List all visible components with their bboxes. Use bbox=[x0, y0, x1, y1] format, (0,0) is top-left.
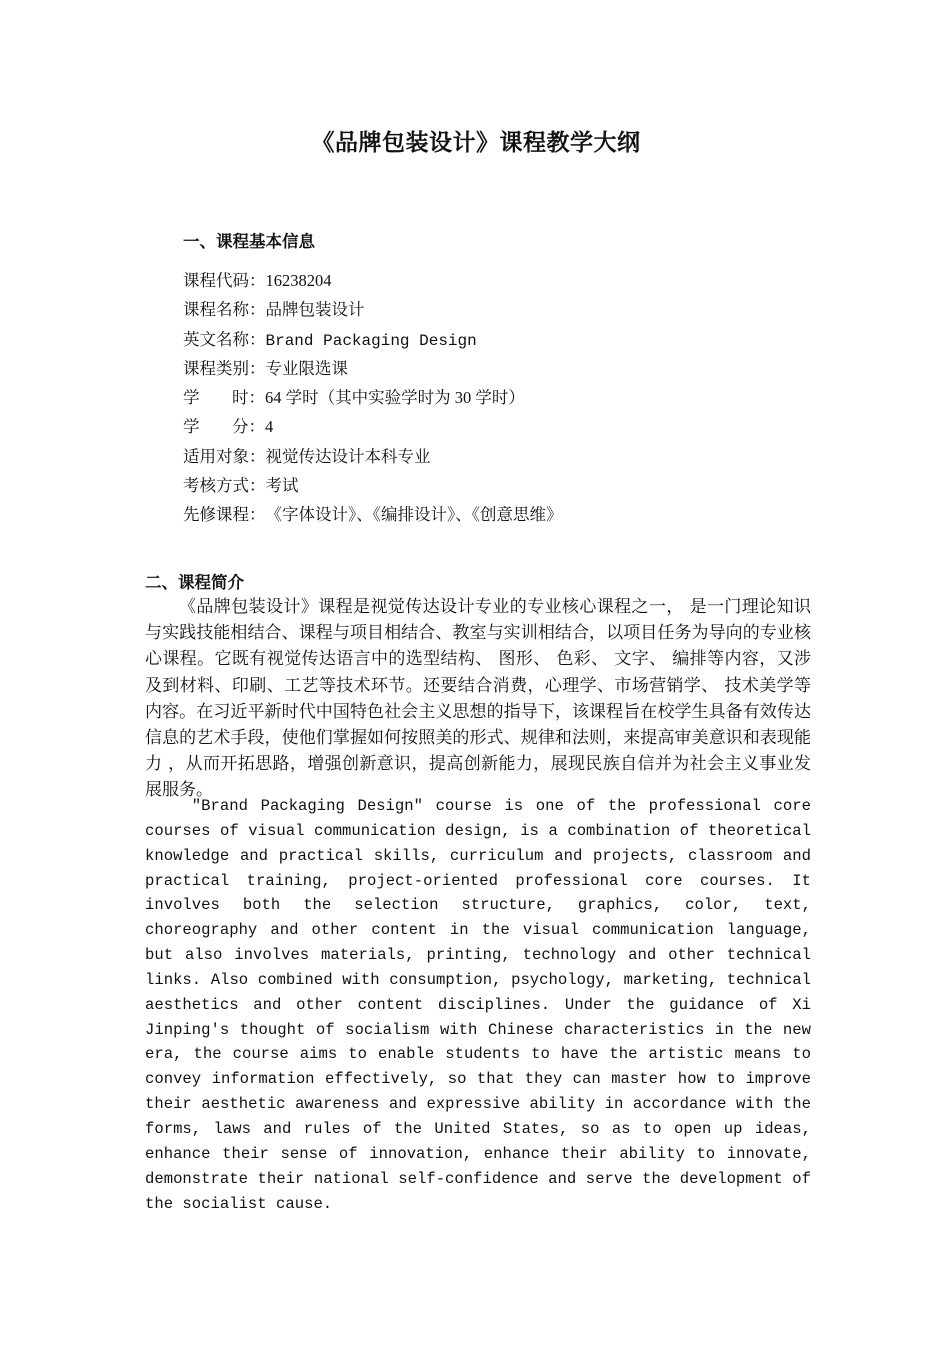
info-value: 视觉传达设计本科专业 bbox=[265, 446, 431, 466]
course-info-list bbox=[183, 266, 823, 530]
info-label: 考核方式： bbox=[183, 476, 266, 496]
info-value: 4 bbox=[265, 417, 274, 437]
info-value: 专业限选课 bbox=[265, 358, 348, 378]
info-label: 课程代码： bbox=[183, 271, 266, 290]
info-row-assessment bbox=[183, 471, 823, 500]
info-label: 先修课程： bbox=[183, 505, 266, 525]
section-heading-introduction: 二、课程简介 bbox=[145, 573, 244, 592]
info-row-course-code bbox=[183, 266, 823, 295]
info-value: Brand Packaging Design bbox=[265, 331, 477, 350]
info-value: 考试 bbox=[265, 476, 299, 496]
info-label bbox=[183, 412, 265, 441]
intro-paragraph-chinese: 《品牌包装设计》课程是视觉传达设计专业的专业核心课程之一， 是一门理论知识与实践技能相结合、课程与项目相结合、教室与实训相结合，以项目任务为导向的专业核心课程。它既有视觉传达语言中的选型结构、 图形、 色彩、 文字、 编排等内容，又涉及到材料、印刷、工艺等技术环节。还要结合消费，心理学、市场营销学、 技术美学等内容。在习近平新时代中国特色社会主义思想的指导下，该课程旨在校学生具备有效传达信息的艺术手段，使他们掌握如何按照美的形式、规律和法则，来提高审美意识和表现能力 ，从而开拓思路，增强创新意识，提高创新能力，展现民族自信并为社会主义事业发展服务。 bbox=[145, 597, 811, 801]
info-row-course-category bbox=[183, 354, 823, 383]
info-row-hours bbox=[183, 383, 823, 412]
info-row-prerequisites bbox=[183, 500, 823, 529]
intro-paragraph-english: "Brand Packaging Design" course is one of the professional core courses of visual communication design, is a combination of theoretical knowledge and practical skills, curriculum and projects, classroom and practical training, project-oriented professional core courses. It involves both the selection structure, graphics, color, text, choreography and other content in the visual communication language, but also involves materials, printing, technology and other technical links. Also combined with consumption, psychology, marketing, technical aesthetics and other content disciplines. Under the guidance of Xi Jinping's thought of socialism with Chinese characteristics in the new era, the course aims to enable students to have the artistic means to convey information effectively, so that they can master how to improve their aesthetic awareness and expressive ability in accordance with the forms, laws and rules of the United States, so as to open up ideas, enhance their sense of innovation, enhance their ability to innovate, demonstrate their national self-confidence and serve the development of the socialist cause. bbox=[145, 797, 811, 1213]
info-value: 64 学时（其中实验学时为 30 学时） bbox=[265, 388, 525, 408]
info-row-audience bbox=[183, 442, 823, 471]
info-value: 《字体设计》、《编排设计》、《创意思维》 bbox=[265, 505, 563, 525]
info-label: 适用对象： bbox=[183, 446, 266, 466]
info-label bbox=[183, 383, 265, 412]
info-label: 课程类别： bbox=[183, 358, 266, 378]
section-heading-basic-info: 一、课程基本信息 bbox=[183, 232, 315, 251]
info-row-english-name bbox=[183, 325, 823, 354]
info-value: 16238204 bbox=[265, 271, 332, 290]
info-label: 英文名称： bbox=[183, 329, 266, 349]
info-row-course-name bbox=[183, 295, 823, 324]
info-value: 品牌包装设计 bbox=[265, 300, 365, 320]
info-label-part: 分： bbox=[232, 417, 265, 437]
page-title: 《品牌包装设计》课程教学大纲 bbox=[311, 130, 641, 156]
info-label-part: 学 bbox=[183, 417, 200, 437]
info-label-part: 学 bbox=[183, 388, 200, 408]
info-label-part: 时： bbox=[232, 388, 265, 408]
info-label: 课程名称： bbox=[183, 300, 266, 320]
info-row-credits bbox=[183, 412, 823, 441]
